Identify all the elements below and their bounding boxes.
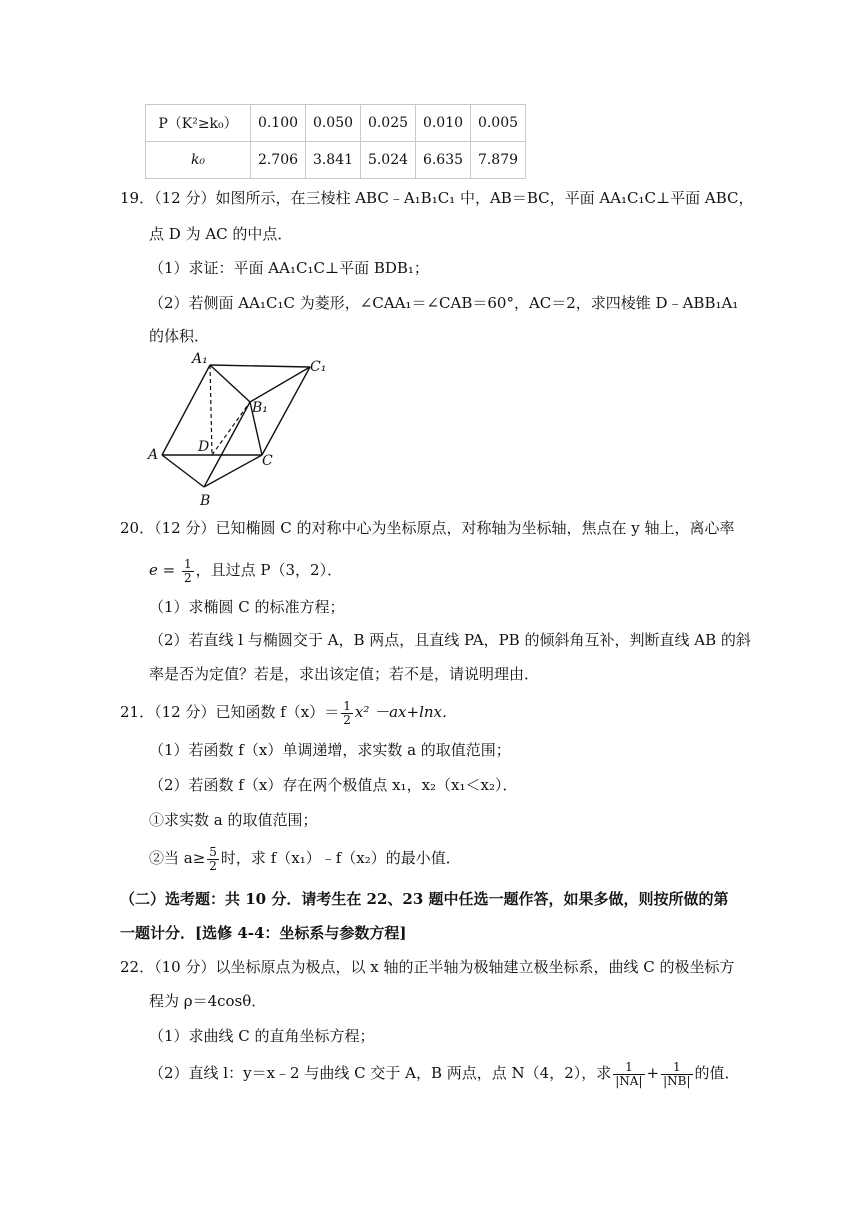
q22-fraction-nb [661, 1061, 692, 1088]
label-d: D [198, 439, 210, 455]
critical-value-table [145, 104, 526, 179]
q22-line2: 程为 ρ＝4cosθ． [149, 992, 267, 1010]
label-c1: C₁ [310, 359, 327, 375]
q20-part2a: （2）若直线 l 与椭圆交于 A，B 两点，且直线 PA，PB 的倾斜角互补，判断直线 AB 的斜 [149, 631, 751, 649]
label-a: A [148, 447, 159, 463]
q20-part2b: 率是否为定值？若是，求出该定值；若不是，请说明理由． [149, 665, 540, 683]
fraction-numerator: 1 [613, 1061, 644, 1075]
q22-part1: （1）求曲线 C 的直角坐标方程； [149, 1027, 375, 1045]
q20-part1: （1）求椭圆 C 的标准方程； [149, 598, 345, 616]
q21-part1: （1）若函数 f（x）单调递增，求实数 a 的取值范围； [149, 741, 511, 759]
section-heading-line2: 一题计分．[选修 4-4：坐标系与参数方程] [120, 924, 407, 942]
fraction-numerator: 1 [184, 556, 192, 571]
q19-line2: 点 D 为 AC 的中点． [149, 225, 293, 243]
q19-part2a: （2）若侧面 AA₁C₁C 为菱形，∠CAA₁＝∠CAB＝60°，AC＝2，求四棱锥 D﹣ABB₁A₁ [149, 294, 739, 312]
plus-sign: + [646, 1064, 660, 1082]
q21-sub1: ①求实数 a 的取值范围； [149, 811, 318, 829]
table-cell: 0.100 [251, 105, 306, 142]
label-b: B [200, 493, 211, 509]
q19-part2b: 的体积． [149, 327, 210, 345]
edge-a1c1 [210, 365, 310, 367]
section-heading-line1: （二）选考题：共 10 分．请考生在 22、23 题中任选一题作答，如果多做，则按所做的第 [120, 890, 729, 908]
table-row [146, 105, 526, 142]
eccentricity-fraction [182, 558, 194, 585]
fraction-numerator: 1 [661, 1061, 692, 1075]
label-c: C [262, 453, 273, 469]
table-cell: 6.635 [416, 142, 471, 179]
q19-part1: （1）求证：平面 AA₁C₁C⊥平面 BDB₁； [149, 259, 429, 277]
q21-suffix: x² －ax+lnx． [354, 703, 458, 721]
edge-ab [162, 455, 204, 487]
q21-fraction [341, 700, 353, 727]
label-a1: A₁ [192, 351, 208, 367]
prism-figure [140, 345, 340, 510]
table-cell: 0.050 [306, 105, 361, 142]
table-cell: 0.025 [361, 105, 416, 142]
table-header-k: k₀ [146, 142, 251, 179]
q22-part2-suffix: 的值． [694, 1064, 740, 1082]
label-b1: B₁ [252, 400, 268, 416]
q22-fraction-na [613, 1061, 644, 1088]
q21-sub2 [149, 843, 461, 873]
q22-line1: 22．（10 分）以坐标原点为极点，以 x 轴的正半轴为极轴建立极坐标系，曲线 C 的极坐标方 [120, 958, 735, 976]
q20-line1: 20．（12 分）已知椭圆 C 的对称中心为坐标原点，对称轴为坐标轴，焦点在 y 轴上，离心率 [120, 519, 735, 537]
edge-a1d-dashed [210, 365, 212, 455]
table-cell: 7.879 [471, 142, 526, 179]
q20-line2 [149, 556, 342, 585]
fraction-denominator: 2 [184, 570, 192, 585]
table-cell: 5.024 [361, 142, 416, 179]
edge-db1-dashed [212, 402, 250, 455]
fraction-denominator: |NA| [615, 1073, 643, 1088]
q22-part2 [149, 1056, 740, 1090]
q22-part2-prefix: （2）直线 l：y＝x﹣2 与曲线 C 交于 A，B 两点，点 N（4，2），求 [149, 1064, 612, 1082]
table-row [146, 142, 526, 179]
q21-line1 [120, 698, 457, 727]
eccentricity-label: e = [149, 561, 176, 579]
fraction-numerator: 1 [343, 698, 351, 713]
table-header-p: P（K²≥k₀） [146, 105, 251, 142]
fraction-denominator: 2 [209, 858, 217, 873]
table-cell: 3.841 [306, 142, 361, 179]
q21-sub2-fraction [207, 846, 219, 873]
q21-prefix: 21．（12 分）已知函数 f（x）＝ [120, 703, 340, 721]
table-cell: 0.010 [416, 105, 471, 142]
q21-part2: （2）若函数 f（x）存在两个极值点 x₁，x₂（x₁＜x₂）． [149, 776, 518, 794]
q20-line2-rest: ，且过点 P（3，2）． [195, 561, 343, 579]
q21-sub2-prefix: ②当 a≥ [149, 849, 206, 867]
table-cell: 0.005 [471, 105, 526, 142]
edge-a1b1 [210, 365, 250, 402]
fraction-denominator: 2 [343, 712, 351, 727]
q19-line1: 19．（12 分）如图所示，在三棱柱 ABC﹣A₁B₁C₁ 中，AB＝BC，平面 AA₁C₁C⊥平面 ABC， [120, 189, 754, 207]
q21-sub2-suffix: 时，求 f（x₁）﹣f（x₂）的最小值． [220, 849, 461, 867]
table-cell: 2.706 [251, 142, 306, 179]
fraction-numerator: 5 [209, 844, 217, 859]
fraction-denominator: |NB| [663, 1073, 691, 1088]
